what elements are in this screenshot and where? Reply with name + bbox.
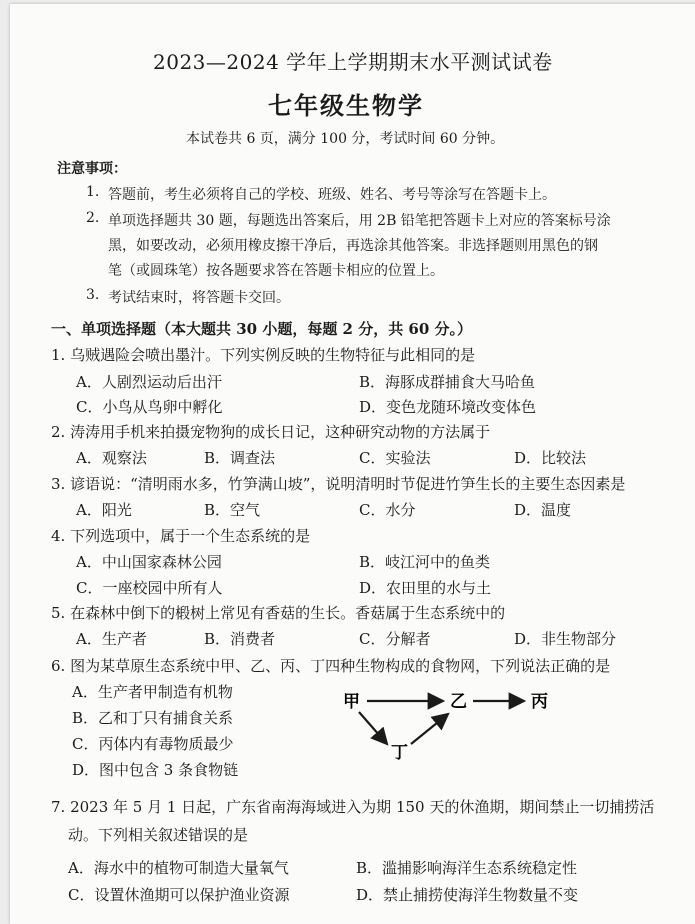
question-4-option-c: C．一座校园中所有人 <box>76 579 223 597</box>
note-3-number: 3. <box>86 287 100 303</box>
section-title: 一、单项选择题（本大题共 30 小题，每题 2 分，共 60 分。） <box>51 320 473 338</box>
node-yi: 乙 <box>450 692 467 712</box>
question-1-stem: 1. 乌贼遇险会喷出墨汁。下列实例反映的生物特征与此相同的是 <box>51 346 476 364</box>
node-ding: 丁 <box>391 743 408 763</box>
notes-heading: 注意事项： <box>57 161 127 177</box>
note-1-number: 1. <box>86 184 100 200</box>
question-1-option-a: A．人剧烈运动后出汗 <box>76 373 222 391</box>
exam-info: 本试卷共 6 页，满分 100 分，考试时间 60 分钟。 <box>186 131 505 147</box>
question-4-stem: 4. 下列选项中，属于一个生态系统的是 <box>51 527 311 545</box>
question-7-stem-line-1: 7. 2023 年 5 月 1 日起，广东省南海海域进入为期 150 天的休渔期，期间禁止一切捕捞活 <box>51 798 655 816</box>
note-2-line-3: 笔（或圆珠笔）按各题要求答在答题卡相应的位置上。 <box>108 263 444 279</box>
question-7-option-a: A．海水中的植物可制造大量氧气 <box>68 859 289 877</box>
node-jia: 甲 <box>343 692 360 712</box>
subject-title: 七年级生物学 <box>268 91 424 120</box>
note-2-line-2: 黑，如要改动，必须用橡皮擦干净后，再选涂其他答案。非选择题则用黑色的钢 <box>108 238 598 254</box>
question-2-option-b: B．调查法 <box>204 449 276 467</box>
note-1-text: 答题前，考生必须将自己的学校、班级、姓名、考号等涂写在答题卡上。 <box>108 187 556 203</box>
node-bing: 丙 <box>531 692 548 712</box>
question-1-option-d: D．变色龙随环境改变体色 <box>359 398 537 416</box>
question-2-option-c: C．实验法 <box>359 449 431 467</box>
question-5-stem: 5. 在森林中倒下的椴树上常见有香菇的生长。香菇属于生态系统中的 <box>51 604 506 622</box>
question-5-option-b: B．消费者 <box>204 630 276 648</box>
question-4-option-b: B．岐江河中的鱼类 <box>359 553 491 571</box>
question-7-option-c: C．设置休渔期可以保护渔业资源 <box>68 886 290 904</box>
question-4-option-a: A．中山国家森林公园 <box>76 553 222 571</box>
question-7-option-b: B．滥捕影响海洋生态系统稳定性 <box>356 859 578 877</box>
question-3-option-d: D．温度 <box>514 501 572 519</box>
question-2-option-a: A．观察法 <box>76 449 147 467</box>
question-7-option-d: D．禁止捕捞使海洋生物数量不变 <box>356 886 579 904</box>
question-2-option-d: D．比较法 <box>514 449 587 467</box>
question-4-option-d: D．农田里的水与土 <box>359 579 492 597</box>
question-5-option-d: D．非生物部分 <box>514 630 617 648</box>
question-3-option-b: B．空气 <box>204 501 261 519</box>
question-3-stem: 3. 谚语说：“清明雨水多，竹笋满山坡”，说明清明时节促进竹笋生长的主要生态因素是 <box>51 475 626 493</box>
question-6-option-c: C．丙体内有毒物质最少 <box>72 735 234 753</box>
exam-title: 2023—2024 学年上学期期末水平测试试卷 <box>153 50 553 74</box>
question-6-option-a: A．生产者甲制造有机物 <box>72 683 233 701</box>
question-6-option-b: B．乙和丁只有捕食关系 <box>72 709 234 727</box>
question-3-option-a: A．阳光 <box>76 501 132 519</box>
question-6-option-d: D．图中包含 3 条食物链 <box>72 761 239 779</box>
note-2-line-1: 单项选择题共 30 题，每题选出答案后，用 2B 铅笔把答题卡上对应的答案标号涂 <box>108 213 611 229</box>
question-5-option-a: A．生产者 <box>76 630 147 648</box>
arrow-jia-to-ding <box>359 712 387 744</box>
note-3-text: 考试结束时，将答题卡交回。 <box>108 290 290 306</box>
question-7-stem-line-2: 动。下列相关叙述错误的是 <box>68 826 249 844</box>
question-1-option-c: C．小鸟从鸟卵中孵化 <box>76 398 223 416</box>
question-2-stem: 2. 涛涛用手机来拍摄宠物狗的成长日记，这种研究动物的方法属于 <box>51 423 491 441</box>
question-3-option-c: C．水分 <box>359 501 416 519</box>
question-1-option-b: B．海豚成群捕食大马哈鱼 <box>359 373 536 391</box>
food-web-diagram <box>335 682 565 772</box>
question-6-stem: 6. 图为某草原生态系统中甲、乙、丙、丁四种生物构成的食物网，下列说法正确的是 <box>51 657 611 675</box>
question-5-option-c: C．分解者 <box>359 630 431 648</box>
arrow-ding-to-yi <box>411 714 448 744</box>
note-2-number: 2. <box>86 210 100 226</box>
